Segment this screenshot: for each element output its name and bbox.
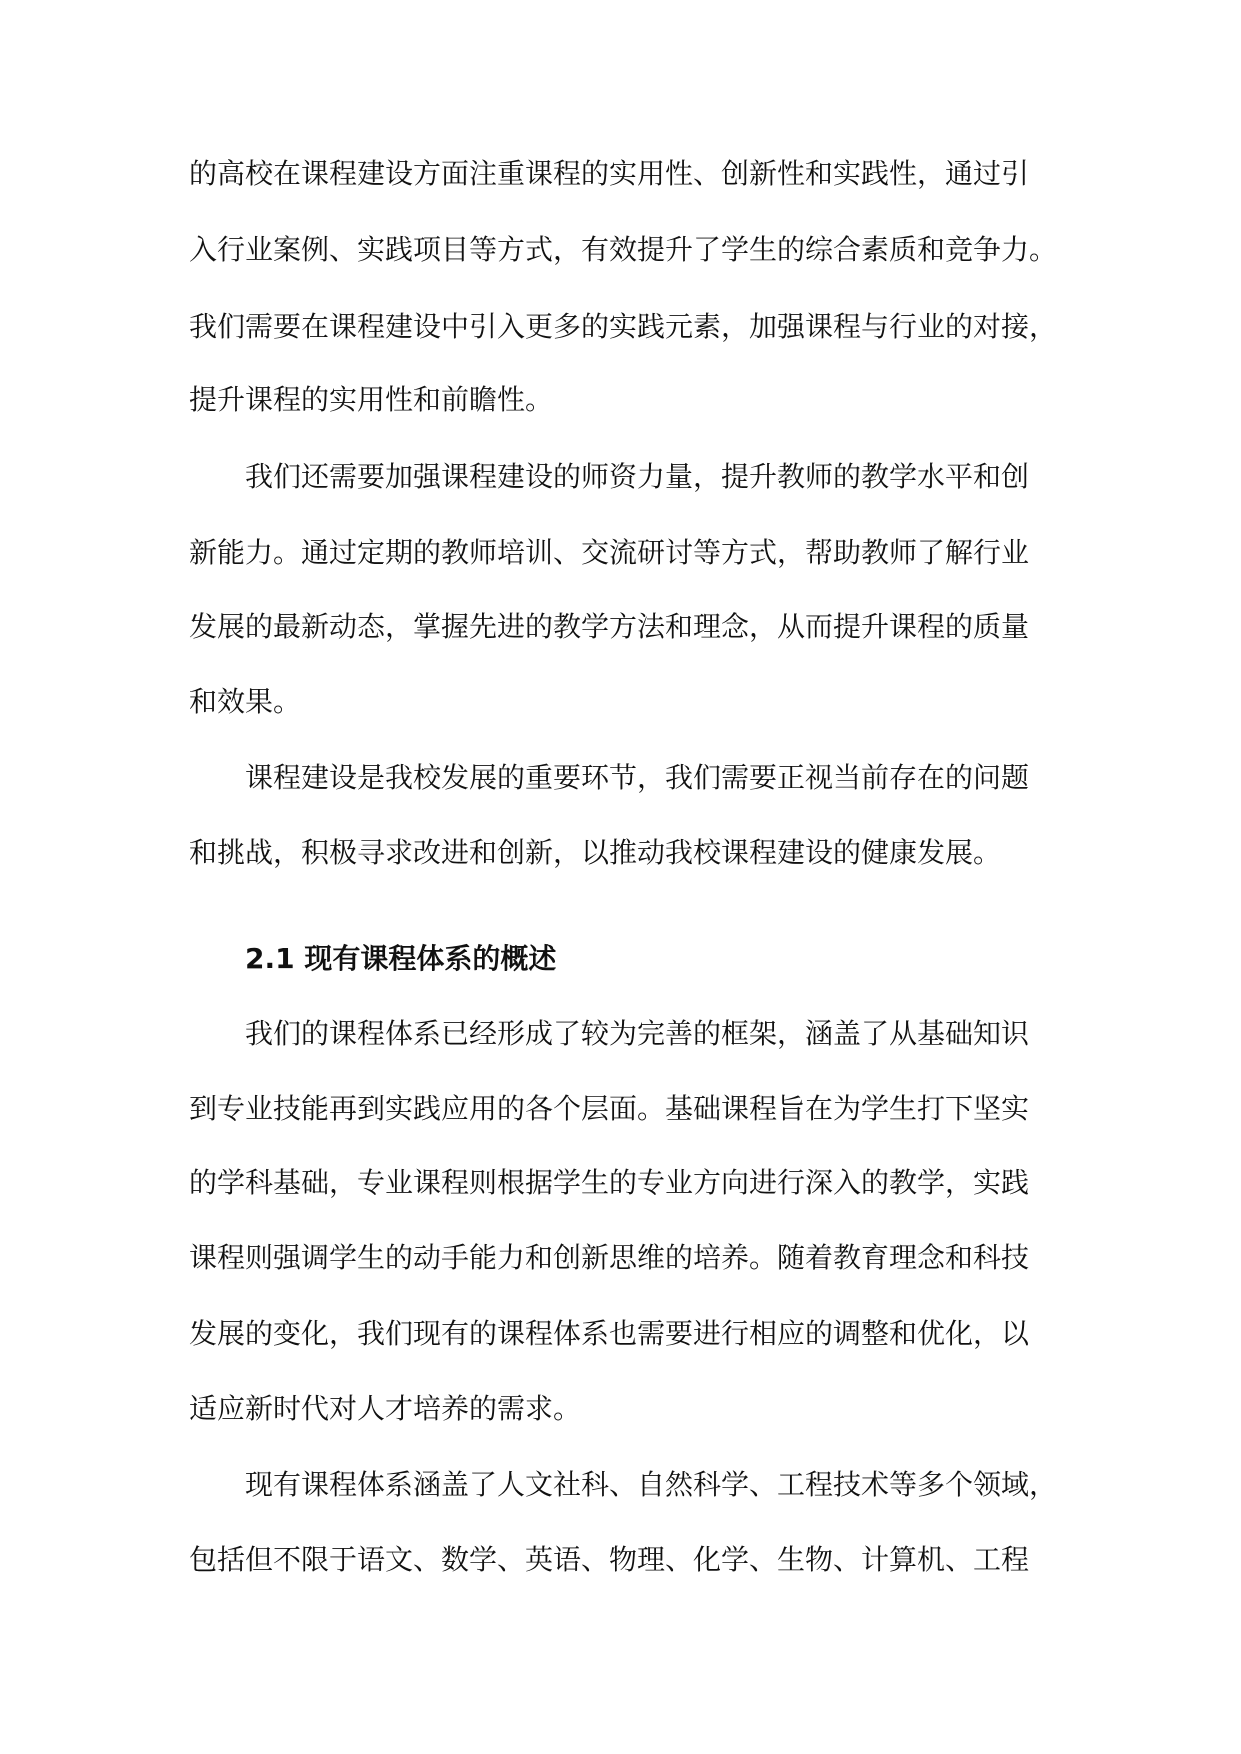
paragraph-4-line-4: 课程则强调学生的动手能力和创新思维的培养。随着教育理念和科技 [189, 1241, 1030, 1274]
paragraph-2-line-4: 和效果。 [189, 685, 302, 718]
section-heading: 2.1 现有课程体系的概述 [245, 942, 557, 975]
paragraph-5-line-1: 现有课程体系涵盖了人文社科、自然科学、工程技术等多个领域， [245, 1468, 1058, 1501]
paragraph-1-line-1: 的高校在课程建设方面注重课程的实用性、创新性和实践性，通过引 [189, 157, 1030, 190]
paragraph-1-line-3: 我们需要在课程建设中引入更多的实践元素，加强课程与行业的对接， [189, 310, 1058, 343]
paragraph-4-line-5: 发展的变化，我们现有的课程体系也需要进行相应的调整和优化，以 [189, 1317, 1030, 1350]
paragraph-1-line-4: 提升课程的实用性和前瞻性。 [189, 383, 554, 416]
paragraph-3-line-1: 课程建设是我校发展的重要环节，我们需要正视当前存在的问题 [245, 761, 1030, 794]
paragraph-1-line-2: 入行业案例、实践项目等方式，有效提升了学生的综合素质和竞争力。 [189, 233, 1058, 266]
paragraph-4-line-1: 我们的课程体系已经形成了较为完善的框架，涵盖了从基础知识 [245, 1017, 1030, 1050]
paragraph-4-line-2: 到专业技能再到实践应用的各个层面。基础课程旨在为学生打下坚实 [189, 1092, 1030, 1125]
paragraph-3-line-2: 和挑战，积极寻求改进和创新，以推动我校课程建设的健康发展。 [189, 836, 1002, 869]
paragraph-2-line-3: 发展的最新动态，掌握先进的教学方法和理念，从而提升课程的质量 [189, 610, 1030, 643]
paragraph-5-line-2: 包括但不限于语文、数学、英语、物理、化学、生物、计算机、工程 [189, 1543, 1030, 1576]
paragraph-4-line-3: 的学科基础，专业课程则根据学生的专业方向进行深入的教学，实践 [189, 1166, 1030, 1199]
paragraph-2-line-1: 我们还需要加强课程建设的师资力量，提升教师的教学水平和创 [245, 460, 1030, 493]
paragraph-2-line-2: 新能力。通过定期的教师培训、交流研讨等方式，帮助教师了解行业 [189, 536, 1030, 569]
paragraph-4-line-6: 适应新时代对人才培养的需求。 [189, 1392, 582, 1425]
